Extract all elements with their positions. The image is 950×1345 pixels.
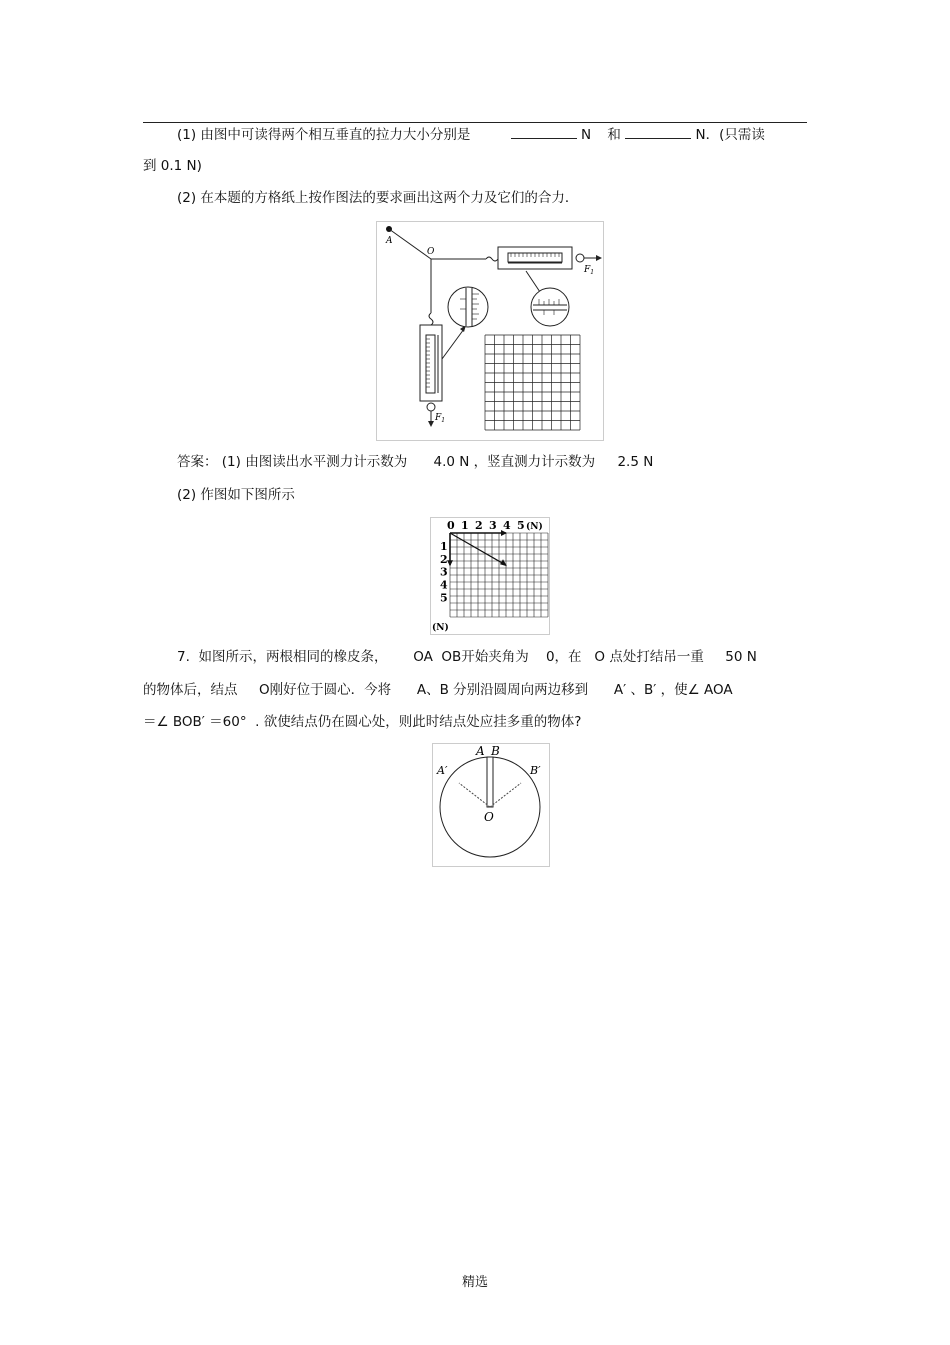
answer-mid: ，竖直测力计示数为 xyxy=(473,454,596,470)
q6-part1-line1 xyxy=(177,124,765,144)
q6-part1-suffix: N．(只需读 xyxy=(695,127,765,143)
unit-n-1: N xyxy=(581,127,592,143)
q7-line2: 的物体后，结点 O刚好位于圆心．今将 A、B 分别沿圆周向两边移到 A′ 、B′ ，使∠ AOA xyxy=(143,682,733,698)
fig1-label-a: A xyxy=(386,236,393,246)
answer-line2: (2) 作图如下图所示 xyxy=(177,487,295,503)
horizontal-reading: 4.0 N xyxy=(433,454,470,470)
y-tick-label: 3 xyxy=(440,565,448,579)
x-tick-label: 3 xyxy=(489,519,497,532)
fig3-label-a-prime: A′ xyxy=(437,764,448,777)
q6-part2: (2) 在本题的方格纸上按作图法的要求画出这两个力及它们的合力． xyxy=(177,190,579,206)
vertical-force-arrowhead xyxy=(447,560,453,566)
x-tick-label: 0 xyxy=(447,519,455,532)
x-unit-label: (N) xyxy=(526,522,543,532)
x-tick-label: 1 xyxy=(461,519,469,532)
fig3-label-b: B xyxy=(491,744,500,758)
q6-part1-prefix: (1) 由图中可读得两个相互垂直的拉力大小分别是 xyxy=(177,127,471,143)
header-rule xyxy=(143,122,807,123)
vertical-reading: 2.5 N xyxy=(617,454,654,470)
y-unit-label: (N) xyxy=(432,623,449,633)
x-tick-label: 4 xyxy=(503,519,511,532)
q7-line3: ＝∠ BOB′ ＝60° . 欲使结点仍在圆心处，则此时结点处应挂多重的物体? xyxy=(143,714,582,730)
fig3-label-a: A xyxy=(476,744,485,758)
answer-blank-1[interactable] xyxy=(511,124,577,139)
blank-grid-paper xyxy=(485,335,580,430)
fig3-label-b-prime: B′ xyxy=(530,764,541,777)
figure-spring-balances xyxy=(376,221,604,441)
answer-grid xyxy=(450,533,548,617)
fig1-label-o: O xyxy=(427,247,435,257)
fig1-label-f2: $F_1$ xyxy=(584,265,595,276)
y-tick-label: 1 xyxy=(440,539,448,553)
fig3-label-o: O xyxy=(484,810,494,824)
q7-line1: 7. 如图所示，两根相同的橡皮条， OA OB开始夹角为 0，在 O 点处打结吊一重 50 N xyxy=(177,649,757,665)
answer-prefix: 答案： (1) 由图读出水平测力计示数为 xyxy=(177,454,408,470)
answer-blank-2[interactable] xyxy=(625,124,691,139)
y-tick-label: 4 xyxy=(440,578,448,592)
y-tick-label: 5 xyxy=(440,591,448,605)
figure-answer-vectors xyxy=(430,517,550,635)
y-tick-label: 2 xyxy=(440,552,448,566)
answer-line1 xyxy=(177,453,653,471)
and-word: 和 xyxy=(607,127,621,143)
x-tick-label: 5 xyxy=(517,519,525,532)
q6-part1-line2: 到 0.1 N) xyxy=(143,158,202,174)
x-tick-label: 2 xyxy=(475,519,483,532)
footer-text: 精选 xyxy=(461,1275,488,1290)
fig1-label-f1: $F_1$ xyxy=(435,413,446,424)
figure-circle xyxy=(432,743,550,867)
